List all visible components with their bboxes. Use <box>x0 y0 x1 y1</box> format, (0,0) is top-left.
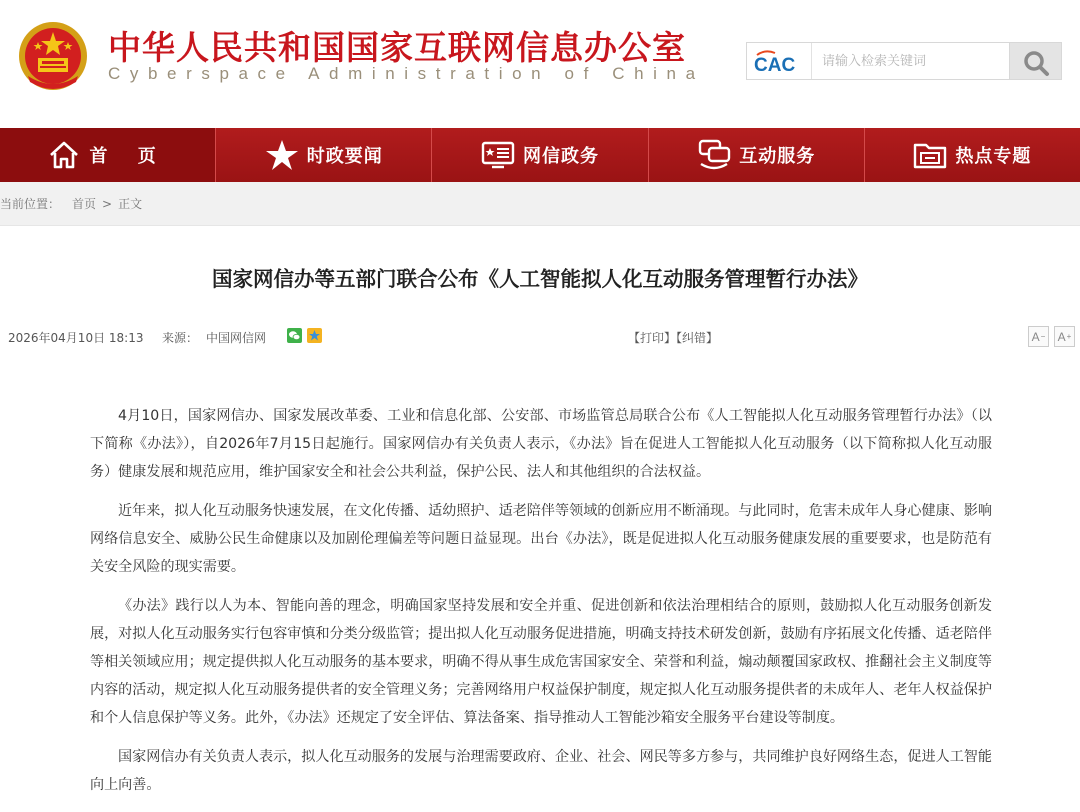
breadcrumb-label: 当前位置： <box>0 197 61 211</box>
search-box <box>746 42 1062 80</box>
article-title: 国家网信办等五部门联合公布《人工智能拟人化互动服务管理暂行办法》 <box>212 267 868 291</box>
nav-item-affairs[interactable] <box>432 128 648 182</box>
search-icon <box>1021 48 1051 78</box>
print-link[interactable]: 【打印】 <box>628 331 677 345</box>
cac-logo <box>751 49 809 75</box>
source-name: 中国网信网 <box>206 331 267 345</box>
nav-label-home: 首 页 <box>89 146 168 167</box>
search-input[interactable] <box>811 43 1007 79</box>
report-error-link[interactable]: 【纠错】 <box>676 331 719 345</box>
font-increase-label: A <box>1057 329 1066 344</box>
site-title[interactable]: 中华人民共和国国家互联网信息办公室 <box>108 28 686 67</box>
nav-label-interaction: 互动服务 <box>739 146 816 167</box>
breadcrumb-home-link[interactable]: 首页 <box>72 197 97 211</box>
breadcrumb <box>0 182 1080 226</box>
svg-text:CAC: CAC <box>754 55 796 75</box>
nav-item-news[interactable] <box>216 128 432 182</box>
nav-label-news: 时政要闻 <box>306 146 383 167</box>
site-subtitle: Cyberspace Administration of China <box>108 64 705 83</box>
article-body <box>90 402 992 810</box>
national-emblem-icon[interactable] <box>16 20 90 94</box>
nav-label-affairs: 网信政务 <box>523 146 599 167</box>
article-actions <box>628 329 718 346</box>
minus-icon: − <box>1040 332 1046 341</box>
article-meta <box>8 326 1074 348</box>
home-icon <box>47 138 81 172</box>
article-paragraph: 近年来，拟人化互动服务快速发展，在文化传播、适幼照护、适老陪伴等领域的创新应用不断涌现。与此同时，危害未成年人身心健康、影响网络信息安全、威胁公民生命健康以及加剧伦理偏差等问题日益显现。出台《办法》，既是促进拟人化互动服务健康发展的重要要求，也是防范有关安全风险的现实需要。 <box>90 503 992 575</box>
article-paragraph: 4月10日，国家网信办、国家发展改革委、工业和信息化部、公安部、市场监管总局联合公布《人工智能拟人化互动服务管理暂行办法》（以下简称《办法》），自2026年7月15日起施行。国家网信办有关负责人表示，《办法》旨在促进人工智能拟人化互动服务（以下简称拟人化互动服务）健康发展和规范应用，维护国家安全和社会公共利益，保护公民、法人和其他组织的合法权益。 <box>90 408 992 480</box>
star-icon <box>265 138 299 172</box>
font-decrease-button[interactable] <box>1028 326 1049 347</box>
government-affairs-icon <box>481 138 515 172</box>
interaction-icon <box>697 138 731 172</box>
article-paragraph: 国家网信办有关负责人表示，拟人化互动服务的发展与治理需要政府、企业、社会、网民等多方参与，共同维护良好网络生态，促进人工智能向上向善。 <box>90 749 992 793</box>
wechat-share-icon[interactable] <box>287 328 302 343</box>
search-button[interactable] <box>1009 43 1061 79</box>
plus-icon: + <box>1066 332 1072 341</box>
publish-date: 2026年04月10日 18:13 <box>8 331 144 345</box>
nav-label-topics: 热点专题 <box>955 146 1032 167</box>
main-nav <box>0 128 1080 182</box>
nav-item-topics[interactable] <box>865 128 1080 182</box>
font-increase-button[interactable] <box>1054 326 1075 347</box>
breadcrumb-separator: > <box>102 196 113 211</box>
nav-item-interaction[interactable] <box>649 128 865 182</box>
site-header <box>0 0 1080 128</box>
folder-icon <box>913 138 947 172</box>
source-label: 来源： <box>162 331 199 345</box>
qzone-share-icon[interactable] <box>307 328 322 343</box>
breadcrumb-current: 正文 <box>118 197 143 211</box>
font-decrease-label: A <box>1031 329 1040 344</box>
article-paragraph: 《办法》践行以人为本、智能向善的理念，明确国家坚持发展和安全并重、促进创新和依法治理相结合的原则，鼓励拟人化互动服务创新发展，对拟人化互动服务实行包容审慎和分类分级监管；提出拟人化互动服务促进措施，明确支持技术研发创新，鼓励有序拓展文化传播、适老陪伴等相关领域应用；规定提供拟人化互动服务的基本要求，明确不得从事生成危害国家安全、荣誉和利益，煽动颠覆国家政权、推翻社会主义制度等内容的活动，规定拟人化互动服务提供者的安全管理义务；完善网络用户权益保护制度，规定拟人化互动服务提供者的未成年人、老年人权益保护和个人信息保护等义务。此外，《办法》还规定了安全评估、算法备案、指导推动人工智能沙箱安全服务平台建设等制度。 <box>90 598 992 726</box>
nav-item-home[interactable] <box>0 128 216 182</box>
